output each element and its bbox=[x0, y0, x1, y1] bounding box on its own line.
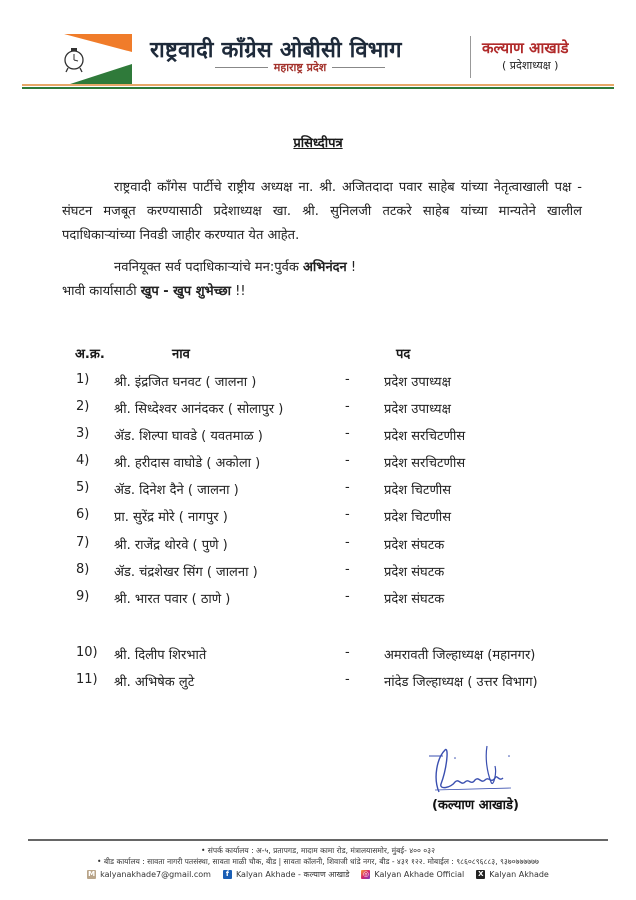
organization-title: राष्ट्रवादी काँग्रेस ओबीसी विभाग bbox=[150, 38, 402, 63]
row-post: प्रदेश चिटणीस bbox=[384, 483, 452, 498]
wishes-suffix: !! bbox=[230, 284, 246, 299]
x-twitter-icon: X bbox=[478, 870, 484, 878]
table-row bbox=[0, 535, 636, 557]
row-serial: 8) bbox=[76, 562, 90, 577]
table-row bbox=[0, 426, 636, 448]
row-dash: - bbox=[345, 672, 350, 687]
header-serial: अ.क्र. bbox=[75, 347, 105, 362]
row-name: श्री. दिलीप शिरभाते bbox=[114, 648, 207, 663]
row-dash: - bbox=[345, 562, 350, 577]
signature-icon bbox=[425, 738, 535, 798]
row-name: श्री. राजेंद्र थोरवे ( पुणे ) bbox=[114, 538, 228, 553]
ncp-clock-flag-logo-icon bbox=[56, 32, 136, 88]
row-serial: 3) bbox=[76, 426, 90, 441]
subtitle-line-right bbox=[332, 67, 385, 68]
footer-contact-office: • संपर्क कार्यालय : अ-५, प्रतापगड, मादाम कामा रोड, मंत्रालयासमोर, मुंबई- ४०० ०३२ bbox=[201, 846, 435, 855]
congrats-text: नवनियूक्त सर्व पदाधिकाऱ्यांचे मन:पुर्वक bbox=[114, 260, 303, 275]
row-dash: - bbox=[345, 399, 350, 414]
footer-social bbox=[0, 869, 636, 880]
table-row bbox=[0, 372, 636, 394]
row-post: प्रदेश सरचिटणीस bbox=[384, 456, 466, 471]
footer-facebook[interactable]: Kalyan Akhade - कल्याण आखाडे bbox=[235, 870, 350, 879]
row-serial: 10) bbox=[76, 645, 98, 660]
instagram-icon: ◎ bbox=[362, 870, 369, 878]
row-post: प्रदेश संघटक bbox=[384, 538, 445, 553]
table-row bbox=[0, 507, 636, 529]
subtitle-line-left bbox=[215, 67, 268, 68]
footer-instagram[interactable]: Kalyan Akhade Official bbox=[374, 870, 465, 879]
table-row bbox=[0, 645, 636, 667]
footer-email[interactable]: kalyanakhade7@gmail.com bbox=[100, 870, 211, 879]
row-name: ॲड. चंद्रशेखर सिंग ( जालना ) bbox=[114, 565, 258, 580]
table-row bbox=[0, 453, 636, 475]
row-serial: 5) bbox=[76, 480, 90, 495]
row-serial: 7) bbox=[76, 535, 90, 550]
row-post: अमरावती जिल्हाध्यक्ष (महानगर) bbox=[384, 648, 536, 663]
row-post: प्रदेश उपाध्यक्ष bbox=[384, 402, 451, 417]
row-name: श्री. अभिषेक लुटे bbox=[114, 675, 195, 690]
row-dash: - bbox=[345, 589, 350, 604]
table-row bbox=[0, 589, 636, 611]
footer-x[interactable]: Kalyan Akhade bbox=[489, 870, 549, 879]
table-row bbox=[0, 399, 636, 421]
row-serial: 1) bbox=[76, 372, 90, 387]
row-serial: 9) bbox=[76, 589, 90, 604]
organization-subtitle-group bbox=[215, 60, 385, 75]
organization-subtitle: महाराष्ट्र प्रदेश bbox=[273, 61, 327, 74]
row-post: प्रदेश संघटक bbox=[384, 565, 445, 580]
wishes-bold: खुप - खुप शुभेच्छा bbox=[140, 284, 231, 299]
intro-paragraph: राष्ट्रवादी कॉंगेस पार्टीचे राष्ट्रीय अध्यक्ष ना. श्री. अजितदादा पवार साहेब यांच्या नेतृत्वाखाली पक्ष - संघटन मजबूत करण्यासाठी प्रदेशाध्यक्ष खा. श्री. सुनिलजी तटकरे साहेब यांच्या मान्यतेने खालील पदाधिकाऱ्यांच्या निवडी जाहीर करण्यात येत आहेत. bbox=[62, 180, 582, 243]
table-row bbox=[0, 562, 636, 584]
header-name: नाव bbox=[172, 347, 190, 362]
table-row bbox=[0, 480, 636, 502]
row-post: प्रदेश चिटणीस bbox=[384, 510, 452, 525]
row-post: प्रदेश संघटक bbox=[384, 592, 445, 607]
footer-rule bbox=[28, 839, 608, 841]
facebook-icon: f bbox=[223, 870, 232, 879]
header-rule-saffron bbox=[22, 84, 614, 86]
president-designation: ( प्रदेशाध्यक्ष ) bbox=[502, 59, 559, 72]
press-release-title: प्रसिध्दीपत्र bbox=[293, 136, 343, 151]
press-release-heading bbox=[0, 132, 636, 151]
president-name: कल्याण आखाडे bbox=[482, 39, 569, 57]
appointments-table-header bbox=[0, 344, 636, 364]
header-rule-green bbox=[22, 87, 614, 89]
email-icon: M bbox=[88, 870, 96, 878]
row-name: प्रा. सुरेंद्र मोरे ( नागपुर ) bbox=[114, 510, 228, 525]
row-name: ॲड. शिल्पा घावडे ( यवतमाळ ) bbox=[114, 429, 263, 444]
row-dash: - bbox=[345, 453, 350, 468]
row-post: प्रदेश उपाध्यक्ष bbox=[384, 375, 451, 390]
row-dash: - bbox=[345, 426, 350, 441]
row-dash: - bbox=[345, 480, 350, 495]
row-serial: 6) bbox=[76, 507, 90, 522]
row-post: प्रदेश सरचिटणीस bbox=[384, 429, 466, 444]
row-serial: 11) bbox=[76, 672, 98, 687]
congratulations-line bbox=[114, 256, 574, 280]
signatory-name: (कल्याण आखाडे) bbox=[432, 798, 519, 813]
row-name: ॲड. दिनेश दैने ( जालना ) bbox=[114, 483, 239, 498]
header-divider bbox=[470, 36, 471, 78]
wishes-line bbox=[62, 280, 582, 304]
row-dash: - bbox=[345, 507, 350, 522]
row-name: श्री. भारत पवार ( ठाणे ) bbox=[114, 592, 231, 607]
congrats-bold: अभिनंदन bbox=[303, 260, 347, 275]
letterhead bbox=[0, 0, 636, 100]
row-name: श्री. इंद्रजित घनवट ( जालना ) bbox=[114, 375, 257, 390]
footer-beed-office: • बीड कार्यालय : सावता नागरी पतसंस्था, सावता माळी चौक, बीड | सावता कॉलनी, शिवाजी धांडे नगर, बीड - ४३१ १२२. मोबाईल : ९८६०८९६८८३, ९३७०७७७७७७ bbox=[97, 857, 539, 866]
row-name: श्री. सिध्देश्वर आनंदकर ( सोलापुर ) bbox=[114, 402, 284, 417]
wishes-text: भावी कार्यासाठी bbox=[62, 284, 141, 299]
table-row bbox=[0, 672, 636, 694]
row-post: नांदेड जिल्हाध्यक्ष ( उत्तर विभाग) bbox=[384, 675, 538, 690]
header-post: पद bbox=[396, 347, 411, 362]
row-serial: 4) bbox=[76, 453, 90, 468]
row-dash: - bbox=[345, 535, 350, 550]
row-serial: 2) bbox=[76, 399, 90, 414]
congrats-suffix: ! bbox=[346, 260, 357, 275]
row-dash: - bbox=[345, 645, 350, 660]
row-dash: - bbox=[345, 372, 350, 387]
row-name: श्री. हरीदास वाघोडे ( अकोला ) bbox=[114, 456, 261, 471]
